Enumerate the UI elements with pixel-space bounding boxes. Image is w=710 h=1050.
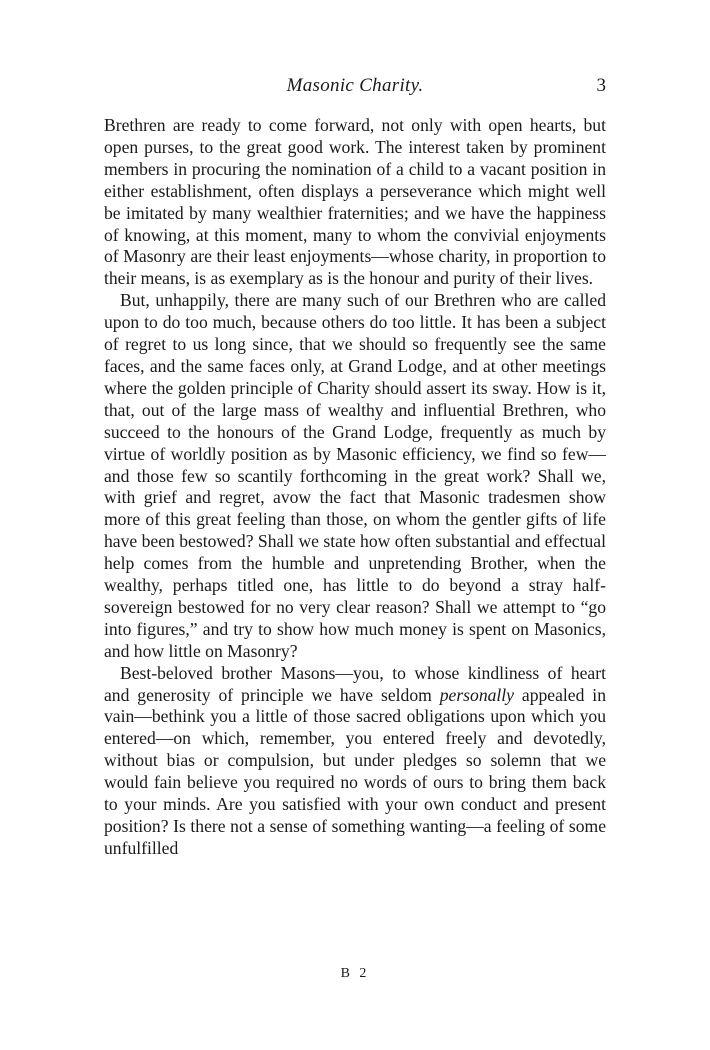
paragraph-3-text-start: Best-beloved brother Masons—you, to whose kindliness of heart and generosity of principle we have seldom (104, 662, 606, 705)
running-title: Masonic Charity. (286, 75, 424, 96)
paragraph-3-text-end: appealed in vain—bethink you a little of those sacred obligations upon which you entered—on which, remember, you entered freely and devotedly, without bias or compulsion, but under pledges so solemn that we would fain believe you required no words of ours to bring them back to your minds. Are you satisfied with your own conduct and present position? Is there not a sense of something wanting—a feeling of some unfulfilled (104, 684, 606, 858)
paragraph-3 (104, 663, 606, 860)
signature-mark: B 2 (340, 966, 370, 981)
page-number: 3 (596, 75, 606, 96)
paragraph-3-emphasis: personally (439, 684, 514, 705)
book-page (104, 75, 606, 981)
paragraph-2-text: But, unhappily, there are many such of our Brethren who are called upon to do too much, because others do too little. It has been a subject of regret to us long since, that we should so frequently see the same faces, and the same faces only, at Grand Lodge, and at other meetings where the golden principle of Charity should assert its sway. How is it, that, out of the large mass of wealthy and influential Brethren, who succeed to the honours of the Grand Lodge, frequently as much by virtue of worldly position as by Masonic efficiency, we find so few—and those few so scantily forthcoming in the great work? Shall we, with grief and regret, avow the fact that Masonic tradesmen show more of this great feeling than those, on whom the gentler gifts of life have been bestowed? Shall we state how often substantial and effectual help comes from the humble and unpretending Brother, when the wealthy, perhaps titled one, has little to do beyond a stray half-sovereign bestowed for no very clear reason? Shall we attempt to “go into figures,” and try to show how much money is spent on Masonics, and how little on Masonry? (104, 290, 606, 661)
paragraph-1 (104, 115, 606, 290)
paragraph-2 (104, 290, 606, 662)
page-header (104, 75, 606, 105)
paragraph-1-text: Brethren are ready to come forward, not only with open hearts, but open purses, to the great good work. The interest taken by prominent members in procuring the nomination of a child to a vacant position in either establishment, often displays a perseverance which might well be imitated by many wealthier fraternities; and we have the happiness of knowing, at this moment, many to whom the convivial enjoyments of Masonry are their least enjoyments—whose charity, in proportion to their means, is as exemplary as is the honour and purity of their lives. (104, 115, 606, 289)
body-text (104, 115, 606, 860)
